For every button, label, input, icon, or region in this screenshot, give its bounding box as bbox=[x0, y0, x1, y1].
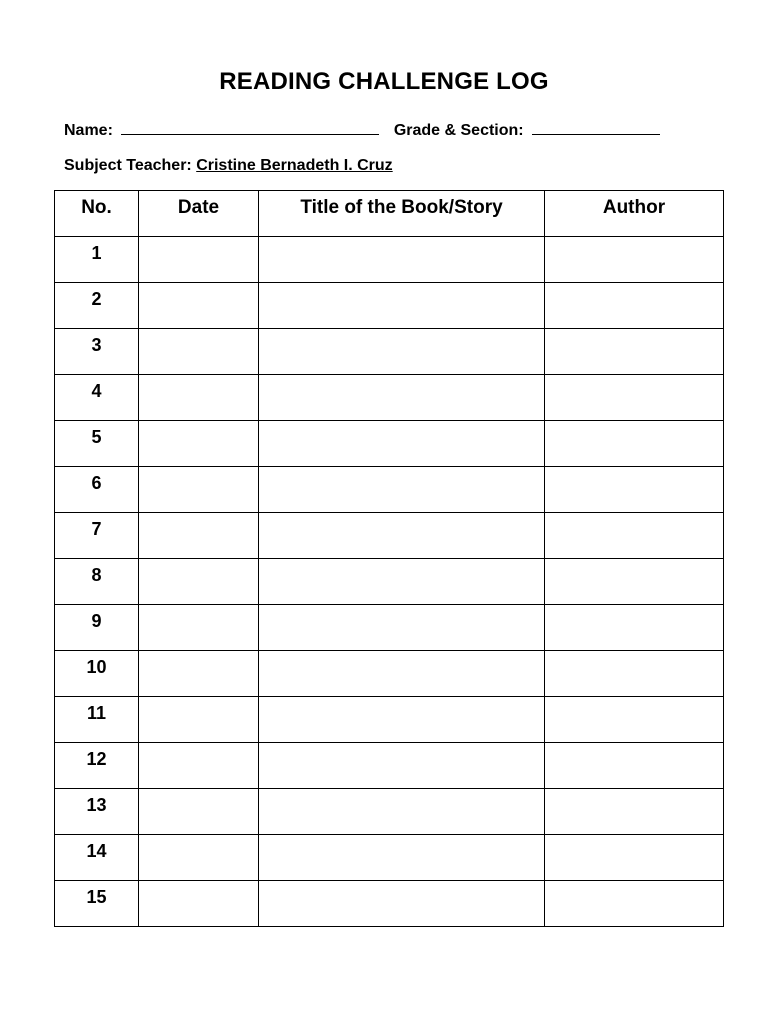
date-cell[interactable] bbox=[139, 789, 259, 835]
name-label: Name: bbox=[64, 122, 113, 139]
table-row bbox=[55, 237, 724, 283]
author-cell[interactable] bbox=[545, 513, 724, 559]
page-title: READING CHALLENGE LOG bbox=[219, 68, 549, 95]
date-cell[interactable] bbox=[139, 835, 259, 881]
table-row bbox=[55, 789, 724, 835]
author-cell[interactable] bbox=[545, 881, 724, 927]
author-cell[interactable] bbox=[545, 835, 724, 881]
table-header-row bbox=[55, 191, 724, 237]
table-row bbox=[55, 651, 724, 697]
book-title-cell[interactable] bbox=[259, 651, 545, 697]
table-row bbox=[55, 605, 724, 651]
date-cell[interactable] bbox=[139, 283, 259, 329]
table-row bbox=[55, 375, 724, 421]
row-number-cell: 14 bbox=[55, 835, 139, 881]
date-cell[interactable] bbox=[139, 375, 259, 421]
date-cell[interactable] bbox=[139, 743, 259, 789]
name-grade-line bbox=[64, 119, 660, 140]
date-cell[interactable] bbox=[139, 697, 259, 743]
date-cell[interactable] bbox=[139, 881, 259, 927]
author-cell[interactable] bbox=[545, 421, 724, 467]
book-title-cell[interactable] bbox=[259, 283, 545, 329]
book-title-cell[interactable] bbox=[259, 329, 545, 375]
teacher-line bbox=[64, 157, 393, 175]
date-cell[interactable] bbox=[139, 651, 259, 697]
author-cell[interactable] bbox=[545, 283, 724, 329]
book-title-cell[interactable] bbox=[259, 881, 545, 927]
book-title-cell[interactable] bbox=[259, 237, 545, 283]
name-blank-field[interactable] bbox=[121, 119, 379, 135]
row-number-cell: 8 bbox=[55, 559, 139, 605]
teacher-name: Cristine Bernadeth I. Cruz bbox=[196, 157, 393, 174]
row-number-cell: 4 bbox=[55, 375, 139, 421]
header-no: No. bbox=[55, 191, 139, 237]
row-number-cell: 3 bbox=[55, 329, 139, 375]
book-title-cell[interactable] bbox=[259, 697, 545, 743]
row-number-cell: 11 bbox=[55, 697, 139, 743]
table-row bbox=[55, 559, 724, 605]
date-cell[interactable] bbox=[139, 467, 259, 513]
table-row bbox=[55, 743, 724, 789]
row-number-cell: 2 bbox=[55, 283, 139, 329]
date-cell[interactable] bbox=[139, 559, 259, 605]
row-number-cell: 6 bbox=[55, 467, 139, 513]
table-row bbox=[55, 421, 724, 467]
row-number-cell: 13 bbox=[55, 789, 139, 835]
table-row bbox=[55, 835, 724, 881]
date-cell[interactable] bbox=[139, 513, 259, 559]
book-title-cell[interactable] bbox=[259, 789, 545, 835]
table-row bbox=[55, 467, 724, 513]
header-author: Author bbox=[545, 191, 724, 237]
date-cell[interactable] bbox=[139, 421, 259, 467]
table-row bbox=[55, 697, 724, 743]
author-cell[interactable] bbox=[545, 651, 724, 697]
row-number-cell: 15 bbox=[55, 881, 139, 927]
header-date: Date bbox=[139, 191, 259, 237]
grade-section-blank-field[interactable] bbox=[532, 119, 660, 135]
book-title-cell[interactable] bbox=[259, 605, 545, 651]
author-cell[interactable] bbox=[545, 329, 724, 375]
book-title-cell[interactable] bbox=[259, 835, 545, 881]
book-title-cell[interactable] bbox=[259, 467, 545, 513]
author-cell[interactable] bbox=[545, 697, 724, 743]
book-title-cell[interactable] bbox=[259, 743, 545, 789]
author-cell[interactable] bbox=[545, 605, 724, 651]
author-cell[interactable] bbox=[545, 467, 724, 513]
date-cell[interactable] bbox=[139, 237, 259, 283]
row-number-cell: 7 bbox=[55, 513, 139, 559]
grade-section-label: Grade & Section: bbox=[393, 122, 524, 139]
table-body bbox=[55, 237, 724, 927]
author-cell[interactable] bbox=[545, 375, 724, 421]
row-number-cell: 12 bbox=[55, 743, 139, 789]
author-cell[interactable] bbox=[545, 789, 724, 835]
book-title-cell[interactable] bbox=[259, 375, 545, 421]
author-cell[interactable] bbox=[545, 559, 724, 605]
row-number-cell: 10 bbox=[55, 651, 139, 697]
header-title: Title of the Book/Story bbox=[259, 191, 545, 237]
table-row bbox=[55, 513, 724, 559]
table-row bbox=[55, 881, 724, 927]
book-title-cell[interactable] bbox=[259, 421, 545, 467]
table-row bbox=[55, 329, 724, 375]
table-row bbox=[55, 283, 724, 329]
book-title-cell[interactable] bbox=[259, 559, 545, 605]
book-title-cell[interactable] bbox=[259, 513, 545, 559]
author-cell[interactable] bbox=[545, 237, 724, 283]
date-cell[interactable] bbox=[139, 329, 259, 375]
author-cell[interactable] bbox=[545, 743, 724, 789]
date-cell[interactable] bbox=[139, 605, 259, 651]
row-number-cell: 1 bbox=[55, 237, 139, 283]
teacher-label: Subject Teacher: bbox=[64, 157, 192, 174]
row-number-cell: 5 bbox=[55, 421, 139, 467]
reading-log-table bbox=[54, 190, 724, 927]
row-number-cell: 9 bbox=[55, 605, 139, 651]
